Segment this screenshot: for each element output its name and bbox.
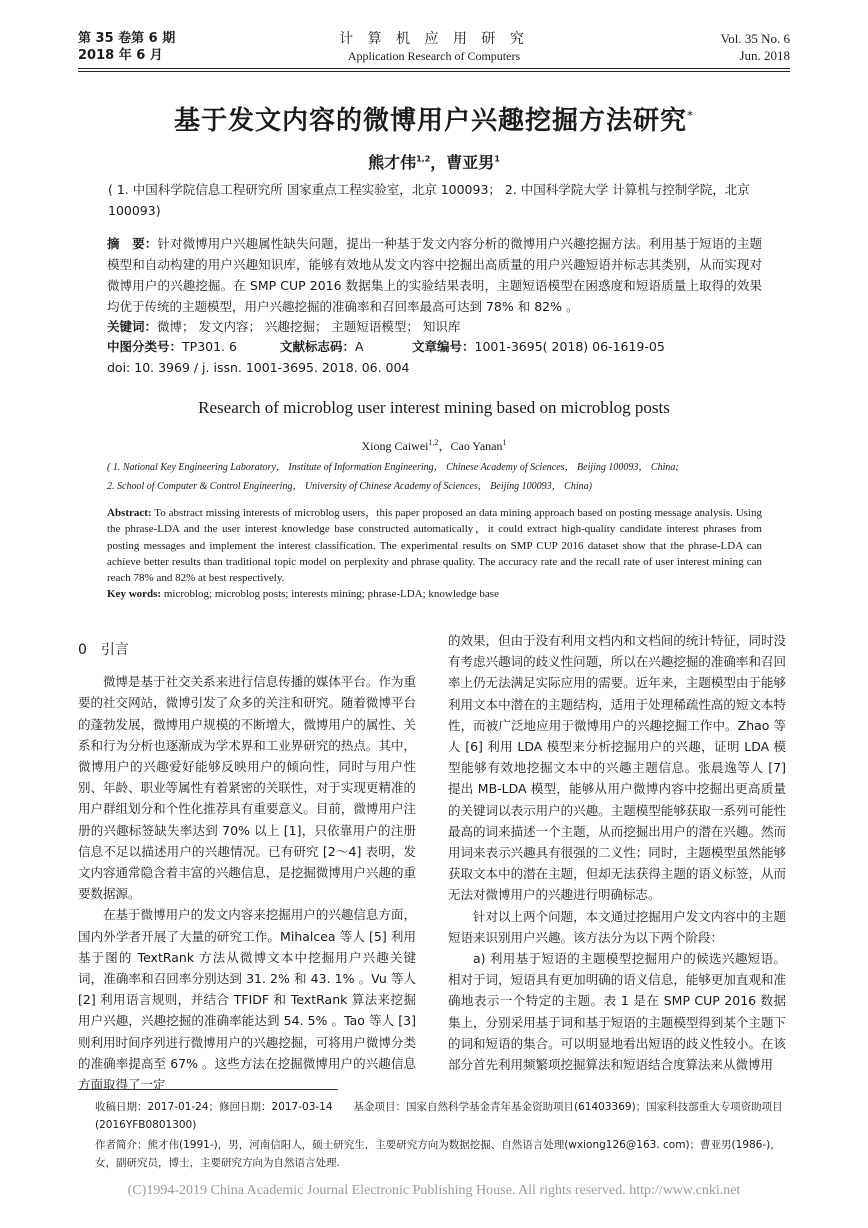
english-keywords-label: Key words: bbox=[107, 588, 162, 600]
header-volume-en bbox=[721, 30, 790, 64]
doc-code-label: 文献标志码： bbox=[280, 339, 356, 354]
footnote-rule bbox=[78, 1089, 338, 1090]
header-rule bbox=[78, 68, 790, 69]
english-affiliation bbox=[107, 458, 767, 496]
date-cn: 2018 年 6 月 bbox=[78, 48, 163, 63]
right-column bbox=[448, 630, 786, 1075]
paragraph: 针对以上两个问题，本文通过挖掘用户发文内容中的主题短语来识别用户兴趣。该方法分为以下两个阶段： bbox=[448, 908, 786, 945]
header-rule-2 bbox=[78, 71, 790, 72]
paragraph: 微博是基于社交关系来进行信息传播的媒体平台。作为重要的社交网站，微博引发了众多的关注和研究。随着微博平台的蓬勃发展，微博用户规模的不断增大，微博用户的属性、关系和行为分析也逐渐成为学术界和工业界研究的热点。其中，微博用户的兴趣爱好能够反映用户的倾向性，同时与用户性别、年龄、职业等属性有着紧密的关联性，对于实现更精准的用户群组划分和个性化推荐具有重要意义。目前，微博用户注册的兴趣标签缺失率达到 70% 以上 [1]，只依靠用户的注册信息不足以描述用户的兴趣情况。已有研究 [2～4] 表明，发文内容通常隐含着丰富的兴趣信息，是挖掘微博用户兴趣的重要数据源。 bbox=[78, 674, 416, 902]
author-2: 曹亚男 bbox=[446, 153, 495, 172]
classification-line bbox=[107, 337, 767, 357]
affiliation: ( 1. 中国科学院信息工程研究所 国家重点工程实验室，北京 100093； 2. 中国科学院大学 计算机与控制学院，北京 100093) bbox=[108, 182, 750, 218]
english-authors bbox=[0, 437, 868, 454]
english-author-2: Cao Yanan bbox=[450, 439, 503, 453]
author-1: 熊才伟 bbox=[368, 153, 417, 172]
paper-title: 基于发文内容的微博用户兴趣挖掘方法研究* bbox=[173, 106, 694, 136]
journal-name-cn: 计 算 机 应 用 研 究 bbox=[339, 31, 529, 47]
keywords-label: 关键词： bbox=[107, 319, 158, 334]
clc-value: TP301. 6 bbox=[182, 339, 237, 354]
article-number-value: 1001-3695( 2018) 06-1619-05 bbox=[474, 339, 665, 354]
author-line bbox=[0, 150, 868, 173]
section-number: 0 bbox=[78, 642, 87, 658]
english-abstract-text: To abstract missing interests of microblog users，this paper proposed an data mining approach based on posting message analysis. Using the phrase-LDA and the user interest knowledge base constructed automatically，it could extract high-quality candidate interest phrases from posting messages and implement the interest classification. The experimental results on SMP CUP 2016 dataset show that the phrase-LDA can achieve better results than traditional topic model on perplexity and phrase quality. The accuracy rate and the recall rate of user interest mining can reach 78% and 82% at best respectively. bbox=[107, 507, 762, 585]
english-author-2-affil: 1 bbox=[502, 438, 507, 447]
english-abstract-label: Abstract: bbox=[107, 507, 152, 519]
paragraph: 的效果，但由于没有利用文档内和文档间的统计特征，同时没有考虑兴趣词的歧义性问题，所以在兴趣挖掘的准确率和召回率上仍无法满足实际应用的需要。近年来，主题模型由于能够利用文本中潜在的主题结构，适用于处理稀疏性高的短文本特性，而被广泛地应用于微博用户的兴趣挖掘工作中。Zhao 等人 [6] 利用 LDA 模型来分析挖掘用户的兴趣，证明 LDA 模型能够有效地挖掘文本中的兴趣主题信息。张晨逸等人 [7] 提出 MB-LDA 模型，能够从用户微博内容中挖掘出更高质量的关键词以表示用户的兴趣。主题模型能够获取一系列可能性最高的词来描述一个主题，从而挖掘出用户的潜在兴趣。然而用词来表示兴趣具有很强的二义性；同时，主题模型虽然能够获取文本中的潜在主题，但却无法获得主题的语义标签，从而无法对微博用户的兴趣进行明确标志。 bbox=[448, 633, 786, 903]
article-number bbox=[412, 337, 665, 357]
volume-issue-en: Vol. 35 No. 6 bbox=[720, 31, 790, 46]
author-1-affil: 1,2 bbox=[416, 154, 431, 164]
article-number-label: 文章编号： bbox=[412, 339, 475, 354]
english-affiliation-1: ( 1. National Key Engineering Laboratory， Institute of Information Engineering， Chinese Academy of Sciences， Beijing 100093， China; bbox=[107, 462, 679, 473]
author-separator: ， bbox=[430, 153, 447, 172]
english-author-separator: ， bbox=[438, 439, 451, 453]
english-keywords bbox=[107, 588, 499, 600]
abstract-text: 针对微博用户兴趣属性缺失问题，提出一种基于发文内容分析的微博用户兴趣挖掘方法。利用基于短语的主题模型和自动构建的用户兴趣知识库，能够有效地从发文内容中挖掘出高质量的用户兴趣短语并标志其类别，从而实现对微博用户的兴趣挖掘。在 SMP CUP 2016 数据集上的实验结果表明，主题短语模型在困惑度和短语质量上取得的效果均优于传统的主题模型，用户兴趣挖掘的准确率和召回率最高可达到 78% 和 82% 。 bbox=[107, 236, 762, 314]
paragraph: 在基于微博用户的发文内容来挖掘用户的兴趣信息方面，国内外学者开展了大量的研究工作。Mihalcea 等人 [5] 利用基于图的 TextRank 方法从微博文本中挖掘用户兴趣关键词，准确率和召回率分别达到 31. 2% 和 43. 1% 。Vu 等人 [2] 利用语言规则，并结合 TFIDF 和 TextRank 算法来挖掘用户兴趣，兴趣挖掘的准确率能达到 54. 5% 。Tao 等人 [3] 则利用时间序列进行微博用户的兴趣挖掘，可将用户微博分类的准确率提高至 67% 。这些方法在挖掘微博用户的兴趣信息方面取得了一定 bbox=[78, 907, 416, 1093]
doc-code bbox=[280, 337, 364, 357]
copyright-footer: (C)1994-2019 China Academic Journal Electronic Publishing House. All rights reserved. http://www.cnki.net bbox=[127, 1183, 741, 1198]
paragraph: a) 利用基于短语的主题模型挖掘用户的候选兴趣短语。相对于词，短语具有更加明确的语义信息，能够更加直观和准确地表示一个特定的主题。表 1 是在 SMP CUP 2016 数据集上，分别采用基于词和基于短语的主题模型得到某个主题下的词和短语的集合。可以明显地看出短语的歧义性较小。在该部分首先利用频繁项挖掘算法和短语结合度算法来从微博用 bbox=[448, 951, 786, 1073]
english-affiliation-2: 2. School of Computer & Control Engineering， University of Chinese Academy of Sciences， Beijing 100093， China) bbox=[107, 481, 592, 492]
english-keywords-text: microblog; microblog posts; interests mining; phrase-LDA; knowledge base bbox=[163, 588, 499, 600]
footnote-received: 收稿日期：2017-01-24；修回日期：2017-03-14 基金项目：国家自然科学基金青年基金资助项目(61403369)；国家科技部重大专项资助项目(2016YFB0801300) bbox=[95, 1101, 783, 1131]
doi: doi: 10. 3969 / j. issn. 1001-3695. 2018. 06. 004 bbox=[107, 360, 410, 375]
section-heading bbox=[78, 640, 416, 661]
section-title: 引言 bbox=[100, 642, 129, 658]
title-footnote-mark: * bbox=[687, 108, 694, 123]
footnote-author-bio: 作者简介：熊才伟(1991-)，男，河南信阳人，硕士研究生，主要研究方向为数据挖掘、自然语言处理(wxiong126@163. com)；曹亚男(1986-)，女，副研究员，博士，主要研究方向为自然语言处理. bbox=[95, 1139, 781, 1169]
journal-name-en: Application Research of Computers bbox=[347, 49, 521, 63]
volume-issue-cn: 第 35 卷第 6 期 bbox=[78, 31, 176, 46]
abstract-label: 摘 要： bbox=[107, 236, 158, 251]
english-author-1-affil: 1,2 bbox=[428, 438, 439, 447]
left-column bbox=[78, 640, 416, 1095]
abstract-cn bbox=[107, 233, 762, 317]
english-title: Research of microblog user interest mining based on microblog posts bbox=[198, 398, 670, 417]
doc-code-value: A bbox=[355, 339, 364, 354]
author-2-affil: 1 bbox=[494, 154, 500, 164]
english-abstract bbox=[107, 505, 762, 586]
keywords-cn bbox=[107, 317, 460, 337]
date-en: Jun. 2018 bbox=[739, 48, 790, 63]
english-author-1: Xiong Caiwei bbox=[361, 439, 429, 453]
keywords-text: 微博； 发文内容； 兴趣挖掘； 主题短语模型； 知识库 bbox=[157, 319, 461, 334]
clc-label: 中图分类号： bbox=[107, 339, 183, 354]
